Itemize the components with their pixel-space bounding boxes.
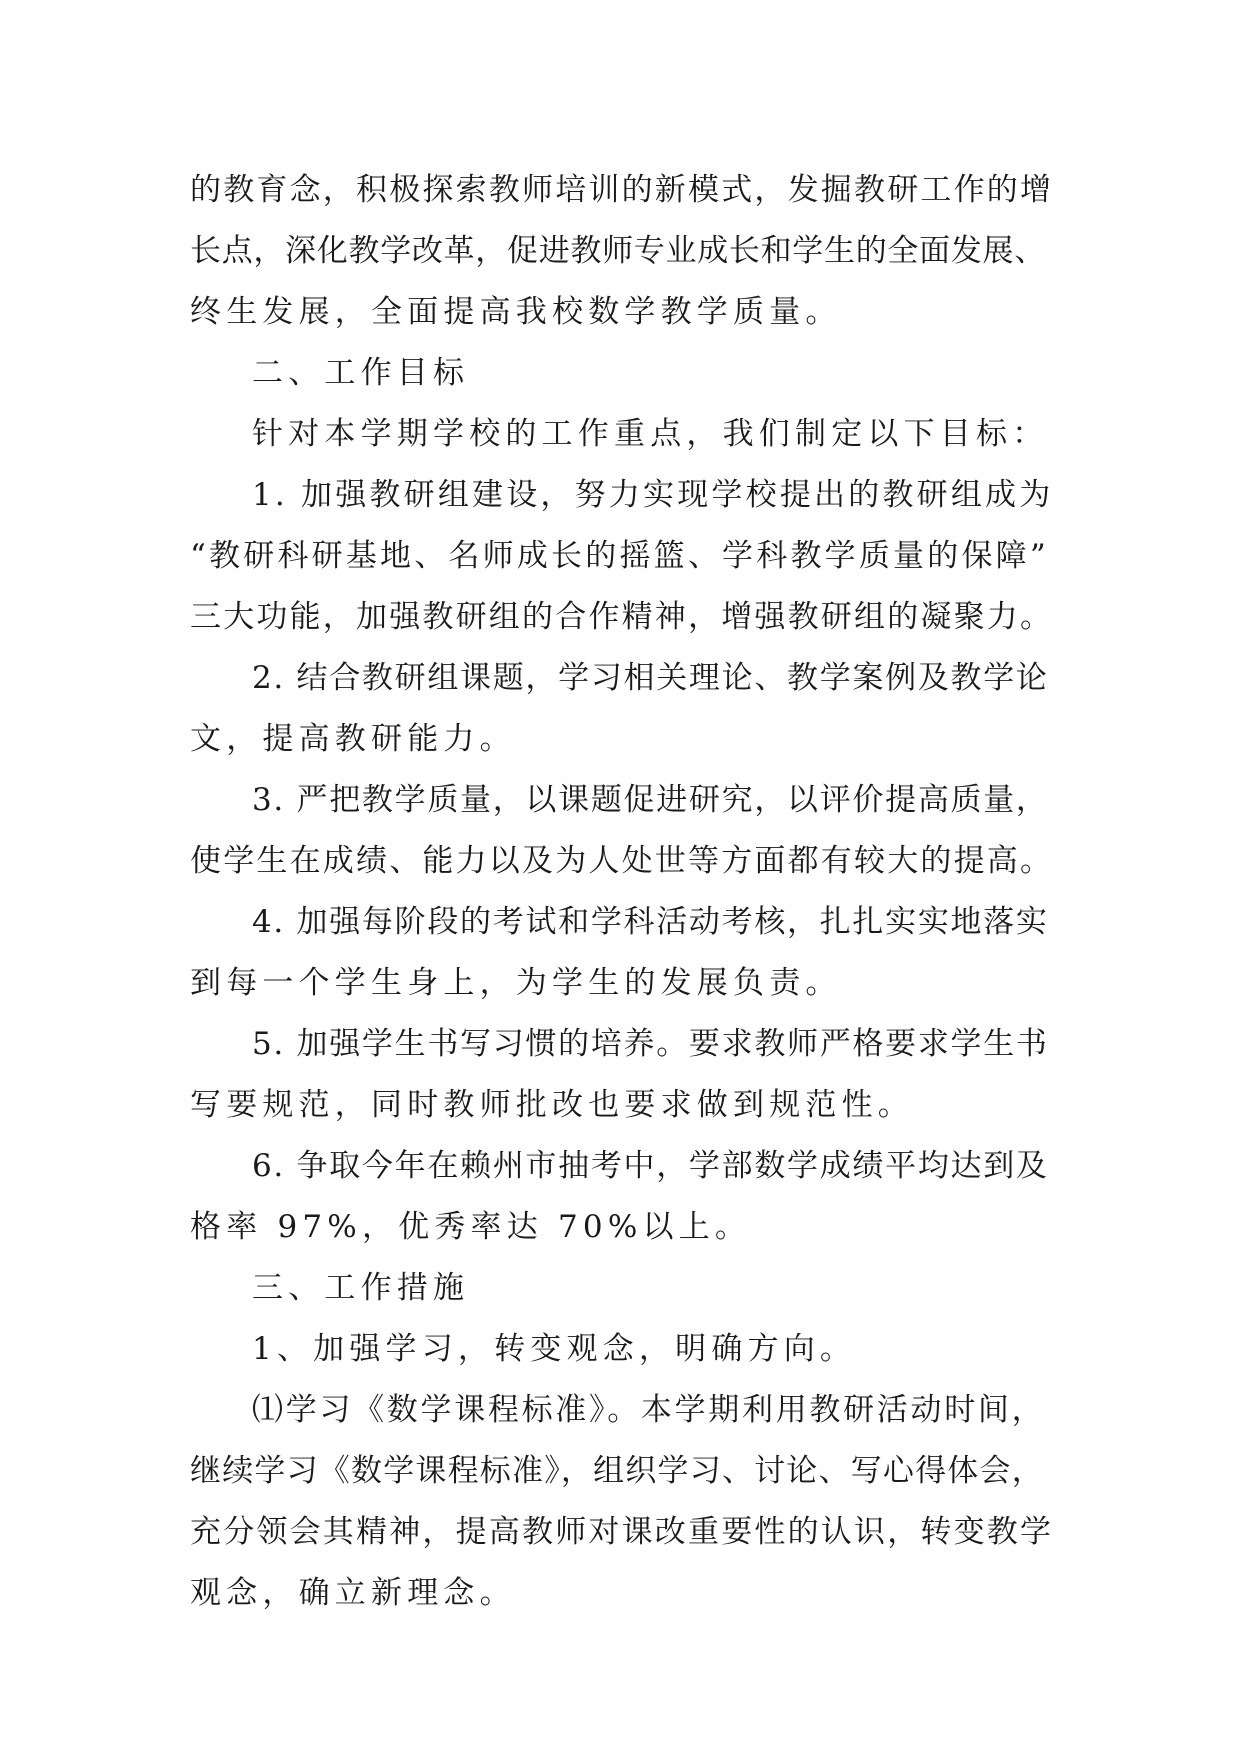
text-line: “教研科研基地、名师成长的摇篮、学科教学质量的保障” (190, 538, 1049, 574)
body-text (190, 160, 1054, 1624)
text-line: 到每一个学生身上，为学生的发展负责。 (190, 965, 842, 1001)
text-line: 格率 97%，优秀率达 70%以上。 (190, 1209, 752, 1245)
text-line: 观念，确立新理念。 (190, 1575, 516, 1611)
text-line: 的教育念，积极探索教师培训的新模式，发掘教研工作的增 (190, 172, 1054, 208)
text-line: 三大功能，加强教研组的合作精神，增强教研组的凝聚力。 (190, 599, 1054, 635)
list-item: 6. 争取今年在赖州市抽考中，学部数学成绩平均达到及 (252, 1148, 1049, 1184)
text-line: 继续学习《数学课程标准》，组织学习、讨论、写心得体会， (190, 1453, 1044, 1489)
text-line: 长点，深化教学改革，促进教师专业成长和学生的全面发展、 (190, 233, 1046, 269)
section-heading: 二、工作目标 (252, 355, 470, 391)
text-line: 充分领会其精神，提高教师对课改重要性的认识，转变教学 (190, 1514, 1054, 1550)
text-line: 文，提高教研能力。 (190, 721, 516, 757)
list-item: 4. 加强每阶段的考试和学科活动考核，扎扎实实地落实 (252, 904, 1049, 940)
list-item: 3. 严把教学质量，以课题促进研究，以评价提高质量， (252, 782, 1049, 818)
list-item: 1、加强学习，转变观念，明确方向。 (252, 1331, 857, 1367)
list-item: 1. 加强教研组建设，努力实现学校提出的教研组成为 (252, 477, 1054, 513)
text-line: 终生发展，全面提高我校数学教学质量。 (190, 294, 842, 330)
section-heading: 三、工作措施 (252, 1270, 470, 1306)
text-line: 针对本学期学校的工作重点，我们制定以下目标： (252, 416, 1049, 452)
text-line: 使学生在成绩、能力以及为人处世等方面都有较大的提高。 (190, 843, 1054, 879)
text-line: 写要规范，同时教师批改也要求做到规范性。 (190, 1087, 914, 1123)
list-item: 5. 加强学生书写习惯的培养。要求教师严格要求学生书 (252, 1026, 1049, 1062)
list-item: ⑴学习《数学课程标准》。本学期利用教研活动时间， (252, 1392, 1046, 1428)
list-item: 2. 结合教研组课题，学习相关理论、教学案例及教学论 (252, 660, 1049, 696)
